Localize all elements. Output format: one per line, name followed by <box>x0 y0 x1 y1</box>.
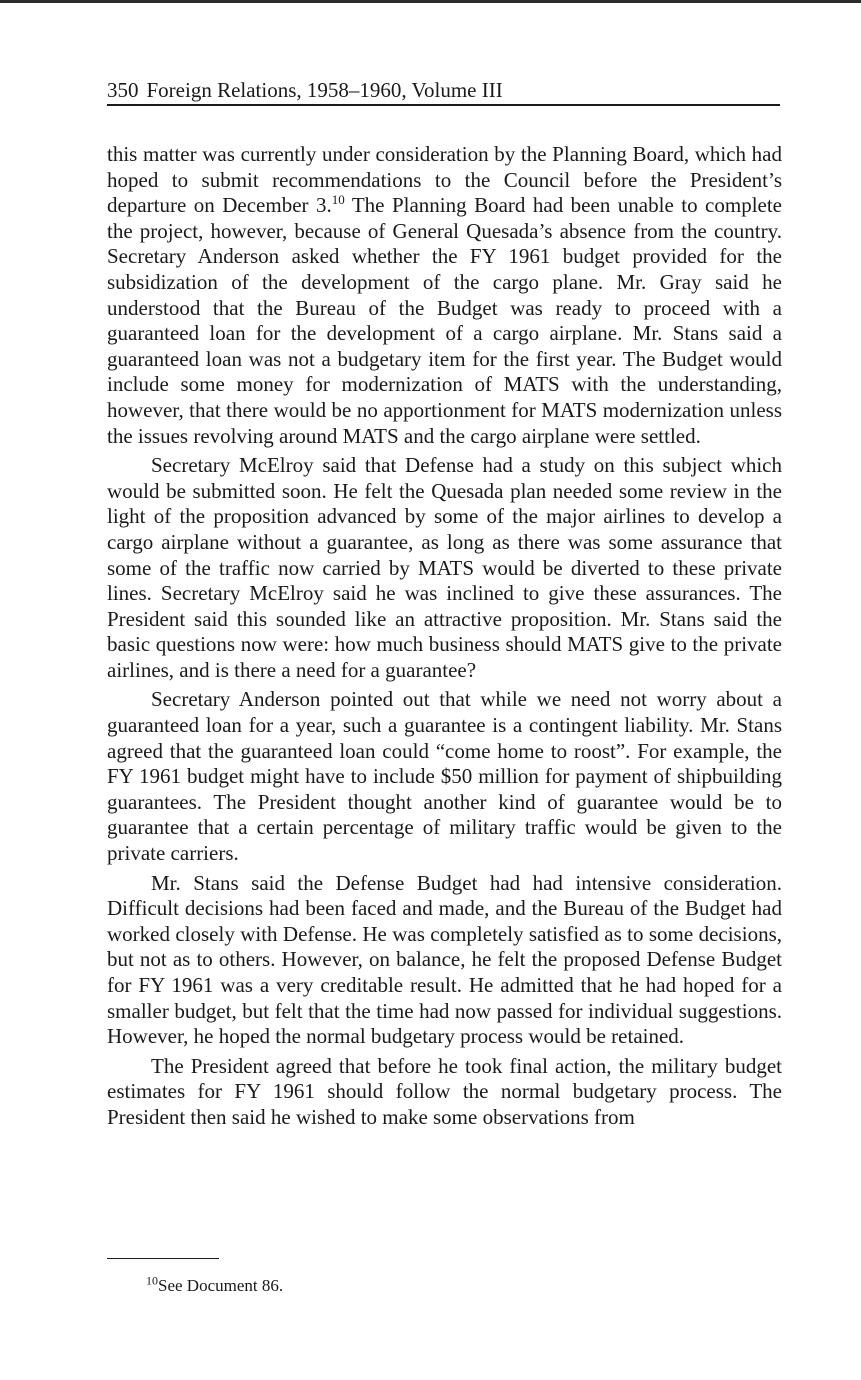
running-header <box>107 76 780 104</box>
body-text <box>107 142 782 1135</box>
running-title: Foreign Relations, 1958–1960, Volume III <box>146 78 503 102</box>
footnote <box>146 1274 283 1298</box>
footnote-marker: 10 <box>146 1273 158 1288</box>
paragraph-1-text-b: The Planning Board had been unable to complete the project, however, because of General Quesada’s absence from the country. Secretary Anderson asked whether the FY 1961 budget provided for the subsidization of the development of the cargo plane. Mr. Gray said he understood that the Bureau of the Budget was ready to proceed with a guaranteed loan for the development of a cargo airplane. Mr. Stans said a guaranteed loan was not a budgetary item for the first year. The Budget would include some money for modernization of MATS with the understanding, however, that there would be no apportionment for MATS modernization unless the issues revolving around MATS and the cargo airplane were settled. <box>107 193 783 448</box>
paragraph-4: Mr. Stans said the Defense Budget had had intensive consideration. Difficult decisions had been faced and made, and the Bureau of the Budget had worked closely with Defense. He was completely satisfied as to some decisions, but not as to others. However, on balance, he felt the proposed Defense Budget for FY 1961 was a very creditable result. He admitted that he had hoped for a smaller budget, but felt that the time had now passed for individual suggestions. However, he hoped the normal budgetary process would be retained. <box>107 870 782 1049</box>
footnote-rule <box>107 1258 219 1259</box>
header-rule <box>107 104 780 106</box>
page-top-edge <box>0 0 861 3</box>
paragraph-3: Secretary Anderson pointed out that while we need not worry about a guaranteed loan for a year, such a guarantee is a contingent liability. Mr. Stans agreed that the guaranteed loan could “come home to roost”. For example, the FY 1961 budget might have to include $50 million for payment of shipbuilding guarantees. The President thought another kind of guarantee would be to guarantee that a certain percentage of military traffic would be given to the private carriers. <box>107 687 782 866</box>
paragraph-5: The President agreed that before he took final action, the military budget estimates for FY 1961 should follow the normal budgetary process. The President then said he wished to make some observations from <box>107 1053 782 1129</box>
paragraph-1 <box>107 142 782 449</box>
footnote-reference: 10 <box>331 192 345 208</box>
paragraph-1-text-a: this matter was currently under consideration by the Planning Board, which had hoped to submit recommendations to the Council before the President’s departure on December 3. <box>107 142 782 218</box>
paragraph-2: Secretary McElroy said that Defense had a study on this subject which would be submitted soon. He felt the Quesada plan needed some review in the light of the proposition advanced by some of the major airlines to develop a cargo airplane without a guarantee, as long as there was some assurance that some of the traffic now carried by MATS would be diverted to these private lines. Secretary McElroy said he was inclined to give these assurances. The President said this sounded like an attractive proposition. Mr. Stans said the basic questions now were: how much business should MATS give to the private airlines, and is there a need for a guarantee? <box>107 453 782 682</box>
footnote-text: See Document 86. <box>158 1276 284 1295</box>
page-number: 350 <box>107 78 139 102</box>
